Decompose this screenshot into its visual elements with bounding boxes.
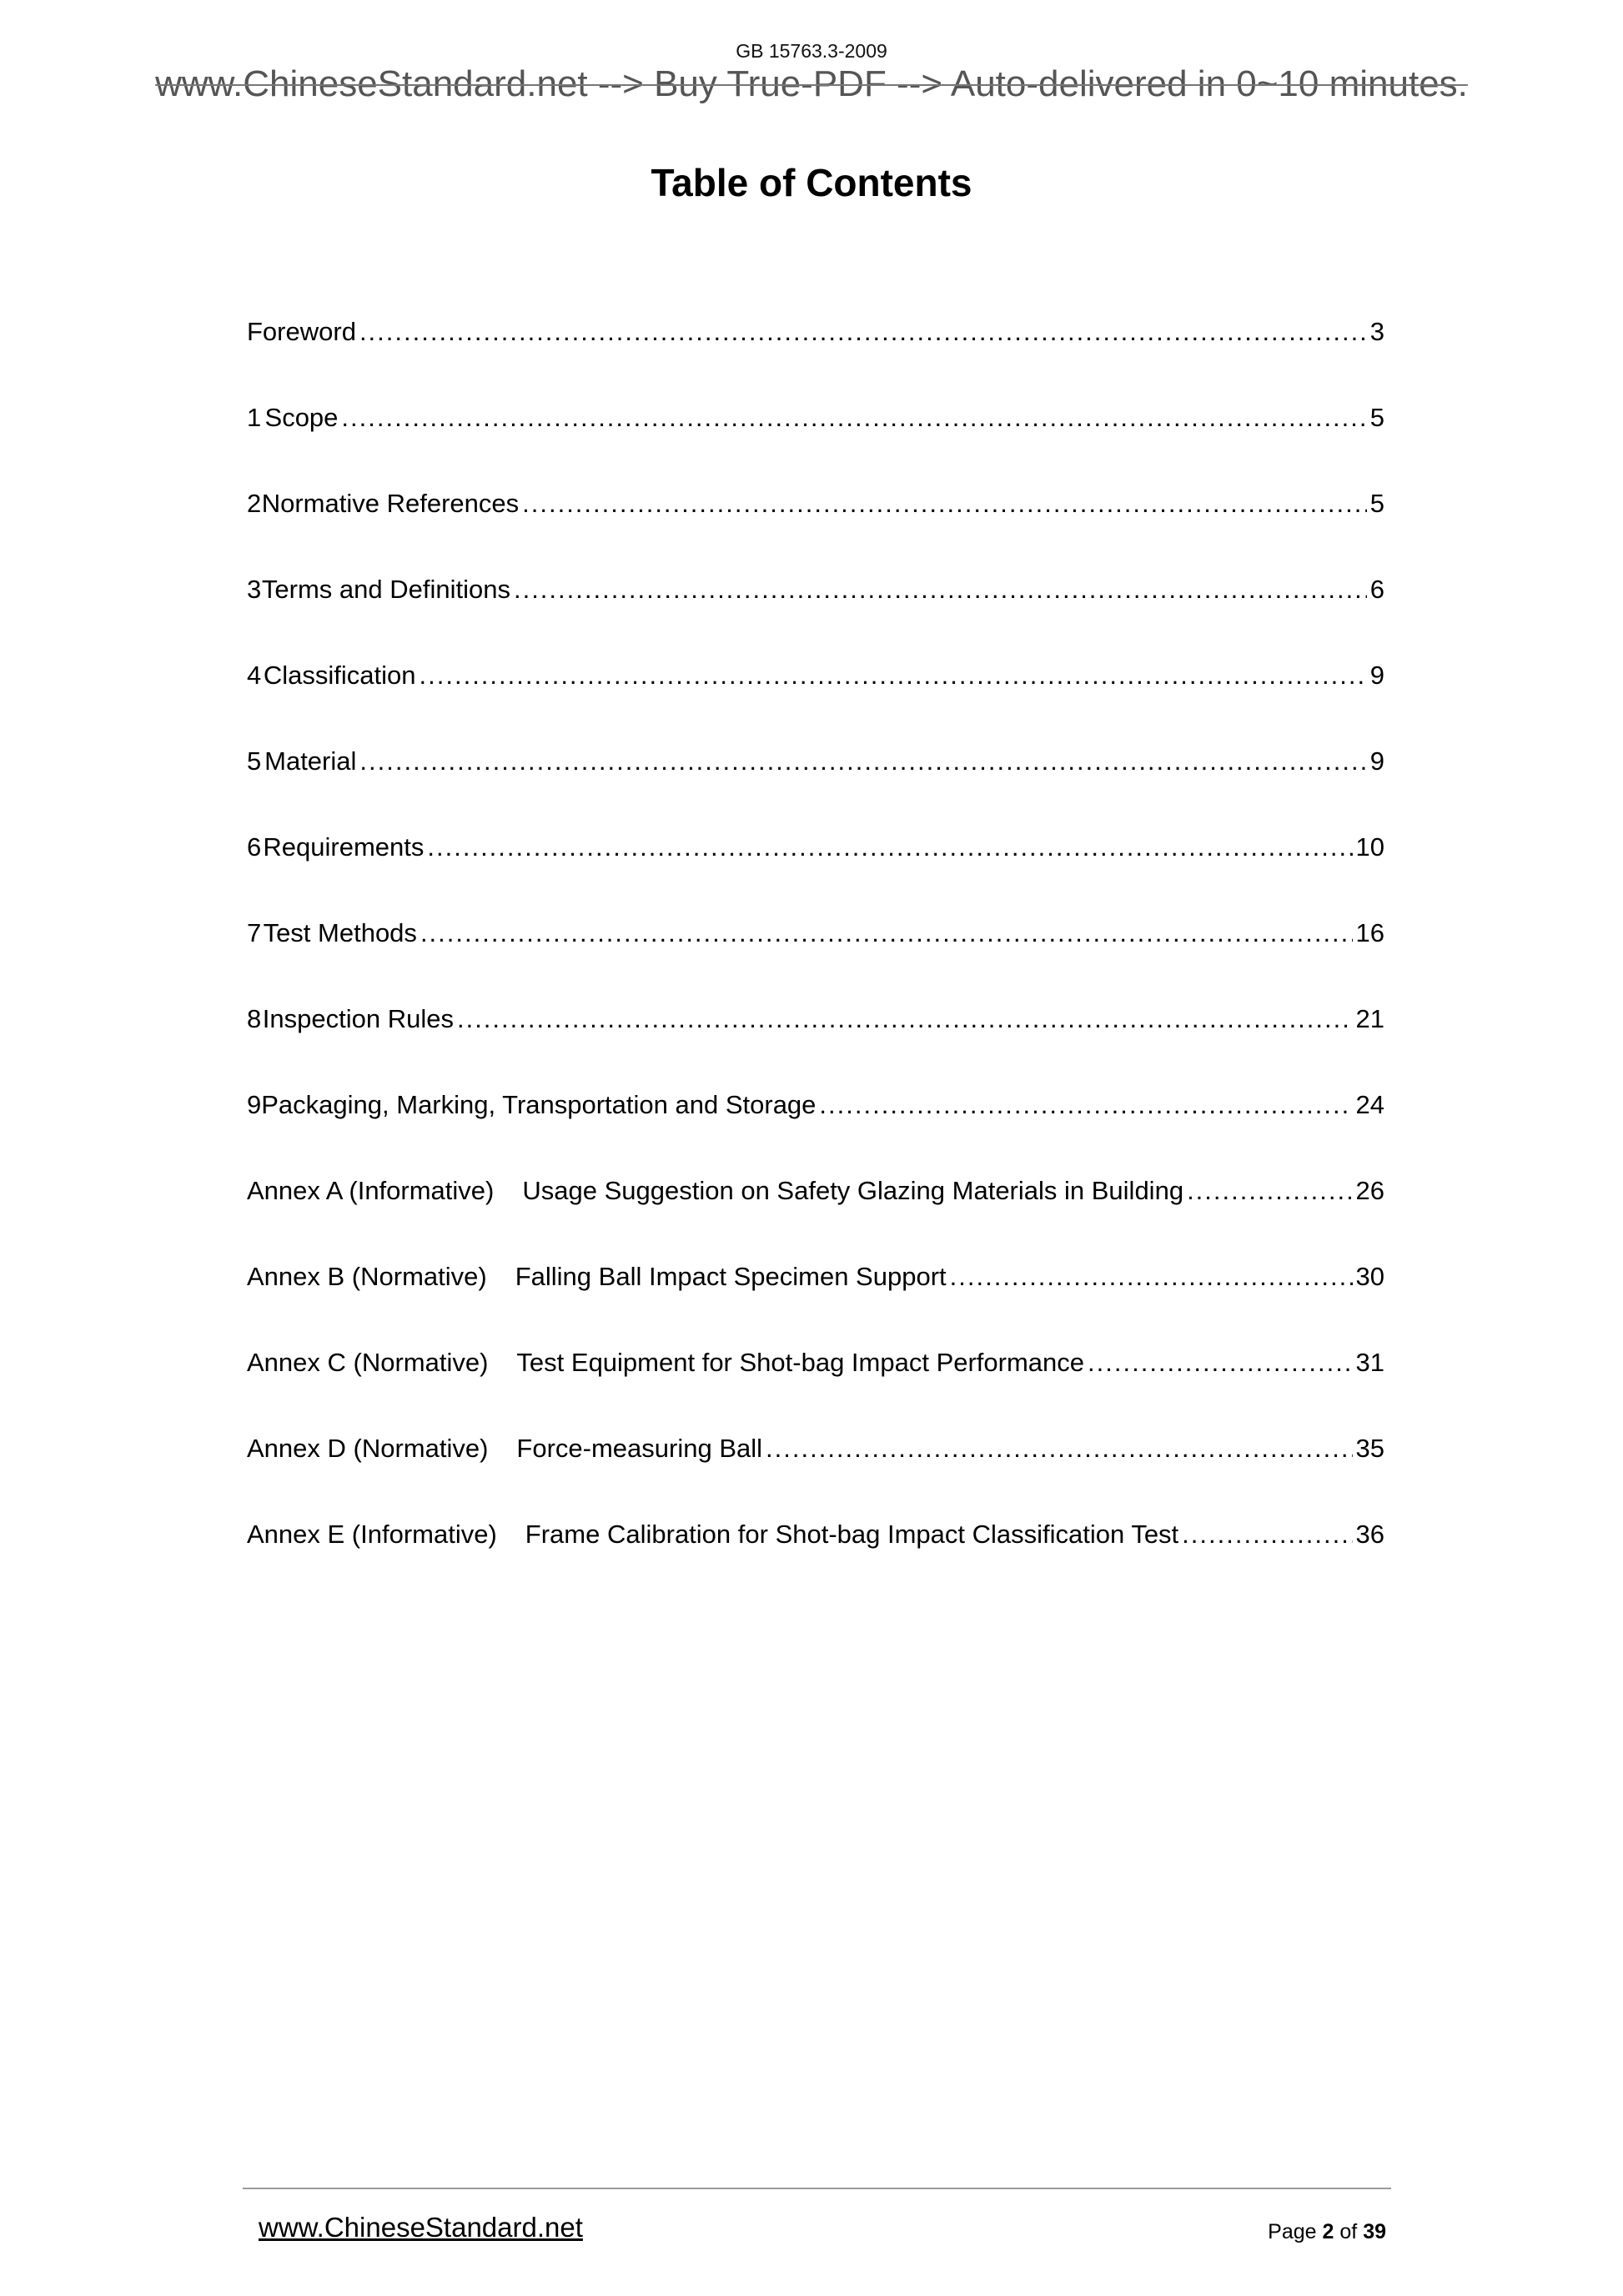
annex-code: Annex B (Normative) (247, 1262, 487, 1291)
annex-code: Annex D (Normative) (247, 1434, 489, 1463)
toc-entry-number: 6 (247, 832, 262, 862)
toc-entry-number: 8 (247, 1004, 262, 1033)
page-prefix: Page (1268, 2220, 1317, 2243)
toc-entry-number: 1 (247, 403, 262, 432)
dot-leader (341, 403, 1366, 433)
toc-entry-page: 31 (1355, 1348, 1384, 1377)
toc-entry-page: 26 (1355, 1176, 1384, 1205)
toc-entry-annex-a[interactable] (247, 1176, 1384, 1262)
toc-entry-number: 2 (247, 489, 262, 518)
toc-entry-number: 3 (247, 575, 262, 604)
toc-entry-requirements[interactable] (247, 832, 1384, 918)
purchase-banner-link[interactable]: www.ChineseStandard.net --> Buy True-PDF --> Auto-delivered in 0~10 minutes. (155, 63, 1468, 104)
toc-entry-label: Force-measuring Ball (516, 1434, 763, 1463)
page-current: 2 (1322, 2220, 1334, 2243)
toc-entry-label: Normative References (261, 489, 520, 518)
dot-leader (420, 918, 1353, 948)
toc-entry-classification[interactable] (247, 661, 1384, 746)
toc-entry-label: Classification (263, 661, 416, 690)
toc-entry-annex-e[interactable] (247, 1520, 1384, 1605)
toc-entry-packaging[interactable] (247, 1090, 1384, 1176)
dot-leader (1088, 1348, 1352, 1378)
dot-leader (766, 1434, 1352, 1464)
toc-entry-page: 3 (1369, 317, 1384, 346)
toc-entry-label: Frame Calibration for Shot-bag Impact Classification Test (525, 1520, 1179, 1549)
toc-entry-label: Test Equipment for Shot-bag Impact Performance (516, 1348, 1085, 1377)
dot-leader (819, 1090, 1352, 1120)
toc-entry-number: 9 (247, 1090, 262, 1119)
toc-entry-label: Terms and Definitions (261, 575, 510, 604)
annex-code: Annex A (Informative) (247, 1176, 495, 1205)
page-of: of (1339, 2220, 1358, 2243)
toc-entry-page: 10 (1355, 832, 1384, 862)
toc-entry-label: Packaging, Marking, Transportation and Storage (261, 1090, 817, 1119)
toc-entry-page: 35 (1355, 1434, 1384, 1463)
toc-entry-annex-c[interactable] (247, 1348, 1384, 1434)
toc-entry-label: Test Methods (263, 918, 417, 947)
toc-entry-foreword[interactable] (247, 317, 1384, 403)
dot-leader (359, 317, 1367, 347)
dot-leader (420, 661, 1367, 691)
toc-entry-annex-b[interactable] (247, 1262, 1384, 1348)
toc-title: Table of Contents (651, 161, 972, 204)
toc-entry-annex-d[interactable] (247, 1434, 1384, 1520)
toc-entry-label: Usage Suggestion on Safety Glazing Materials in Building (522, 1176, 1184, 1205)
toc-entry-page: 36 (1355, 1520, 1384, 1549)
toc-entry-label: Scope (264, 403, 339, 432)
toc-entry-label: Inspection Rules (262, 1004, 454, 1033)
toc-entry-page: 5 (1369, 489, 1384, 518)
toc-entry-number: 4 (247, 661, 262, 690)
annex-code: Annex E (Informative) (247, 1520, 497, 1549)
dot-leader (457, 1004, 1353, 1034)
toc-entry-label: Falling Ball Impact Specimen Support (515, 1262, 947, 1291)
page-total: 39 (1363, 2220, 1386, 2243)
toc-entry-normative-references[interactable] (247, 489, 1384, 575)
footer-website-link[interactable]: www.ChineseStandard.net (259, 2212, 583, 2243)
toc-entry-number: 5 (247, 746, 262, 776)
toc-entry-page: 5 (1369, 403, 1384, 432)
toc-entry-label: Foreword (247, 317, 356, 346)
dot-leader (522, 489, 1367, 519)
toc-entry-page: 16 (1355, 918, 1384, 947)
dot-leader (359, 746, 1366, 776)
toc-entry-scope[interactable] (247, 403, 1384, 489)
footer-divider (243, 2188, 1391, 2189)
toc-entry-page: 9 (1369, 746, 1384, 776)
toc-entry-inspection-rules[interactable] (247, 1004, 1384, 1090)
toc-entry-page: 30 (1355, 1262, 1384, 1291)
toc-entry-label: Requirements (263, 832, 425, 862)
dot-leader (514, 575, 1367, 605)
page-indicator (1268, 2220, 1386, 2244)
toc-entry-page: 21 (1355, 1004, 1384, 1033)
toc-entry-page: 6 (1369, 575, 1384, 604)
dot-leader (427, 832, 1352, 862)
toc-entry-label: Material (264, 746, 357, 776)
toc-entry-test-methods[interactable] (247, 918, 1384, 1004)
standard-code: GB 15763.3-2009 (736, 40, 887, 62)
dot-leader (1182, 1520, 1352, 1550)
dot-leader (1187, 1176, 1352, 1206)
toc-entry-page: 9 (1369, 661, 1384, 690)
toc-entry-material[interactable] (247, 746, 1384, 832)
dot-leader (950, 1262, 1353, 1292)
annex-code: Annex C (Normative) (247, 1348, 489, 1377)
toc-entry-page: 24 (1355, 1090, 1384, 1119)
toc-entry-number: 7 (247, 918, 262, 947)
table-of-contents (247, 317, 1384, 1605)
toc-entry-terms-definitions[interactable] (247, 575, 1384, 661)
